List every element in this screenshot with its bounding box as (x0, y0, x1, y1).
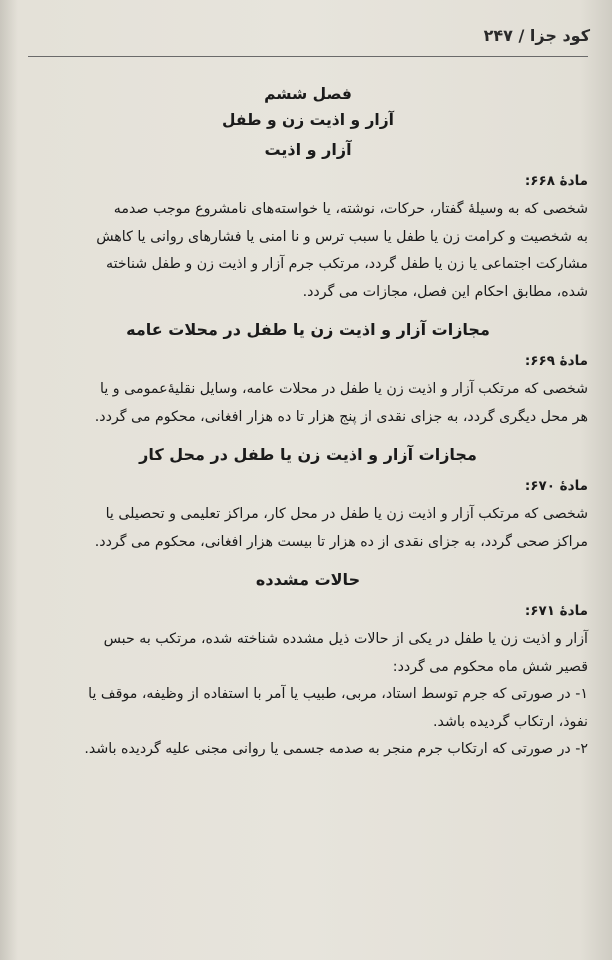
list-item: نفوذ، ارتکاب گردیده باشد. (433, 713, 588, 730)
article-number: مادهٔ ۶۷۱: (524, 603, 588, 619)
section-heading: آزار و اذیت (264, 140, 352, 159)
section-workplace (28, 443, 588, 556)
article-line: مراکز صحی گردد، به جزای نقدی از ده هزار تا بیست هزار افغانی، محکوم می گردد. (94, 533, 588, 550)
article-line: شده، مطابق احکام این فصل، مجازات می گردد. (302, 283, 588, 300)
article-line: قصیر شش ماه محکوم می گردد: (392, 658, 588, 675)
section-public-places (28, 318, 588, 431)
article-line: شخصی که به وسیلهٔ گفتار، حرکات، نوشته، یا خواسته‌های نامشروع موجب صدمه (113, 201, 588, 217)
article-line: شخصی که مرتکب آزار و اذیت زن یا طفل در محل کار، مراکز تعلیمی و تحصیلی یا (105, 506, 588, 522)
article-line: شخصی که مرتکب آزار و اذیت زن یا طفل در محلات عامه، وسایل نقلیهٔ‌عمومی و یا (100, 381, 588, 397)
section-harassment (28, 138, 588, 306)
header-rule (28, 56, 588, 57)
section-aggravated (28, 568, 588, 764)
list-item: ۲- در صورتی که ارتکاب جرم منجر به صدمه جسمی یا روانی مجنی علیه گردیده باشد. (84, 741, 588, 757)
article-line: هر محل دیگری گردد، به جزای نقدی از پنج هزار تا ده هزار افغانی، محکوم می گردد. (94, 408, 588, 425)
article-line: مشارکت اجتماعی یا زن یا طفل گردد، مرتکب جرم آزار و اذیت زن و طفل شناخته (106, 256, 588, 272)
page-content (28, 82, 588, 764)
article-number: مادهٔ ۶۶۹: (524, 353, 588, 369)
article-number: مادهٔ ۶۷۰: (524, 478, 588, 494)
section-heading: مجازات آزار و اذیت زن یا طفل در محلات عامه (126, 320, 490, 339)
chapter-subtitle: آزار و اذیت زن و طفل (222, 111, 394, 129)
running-head: کود جزا / ۲۴۷ (483, 26, 590, 45)
article-line: به شخصیت و کرامت زن یا طفل یا سبب ترس و نا امنی یا فشارهای روانی یا کاهش (96, 228, 588, 245)
section-heading: مجازات آزار و اذیت زن یا طفل در محل کار (139, 445, 477, 464)
article-line: آزار و اذیت زن یا طفل در یکی از حالات ذیل مشدده شناخته شده، مرتکب به حبس (103, 631, 588, 647)
article-number: مادهٔ ۶۶۸: (524, 173, 588, 189)
list-item: ۱- در صورتی که جرم توسط استاد، مربی، طبیب یا آمر با استفاده از وظیفه، موقف یا (88, 686, 588, 702)
chapter-title: فصل ششم (264, 85, 352, 103)
section-heading: حالات مشدده (255, 570, 361, 589)
